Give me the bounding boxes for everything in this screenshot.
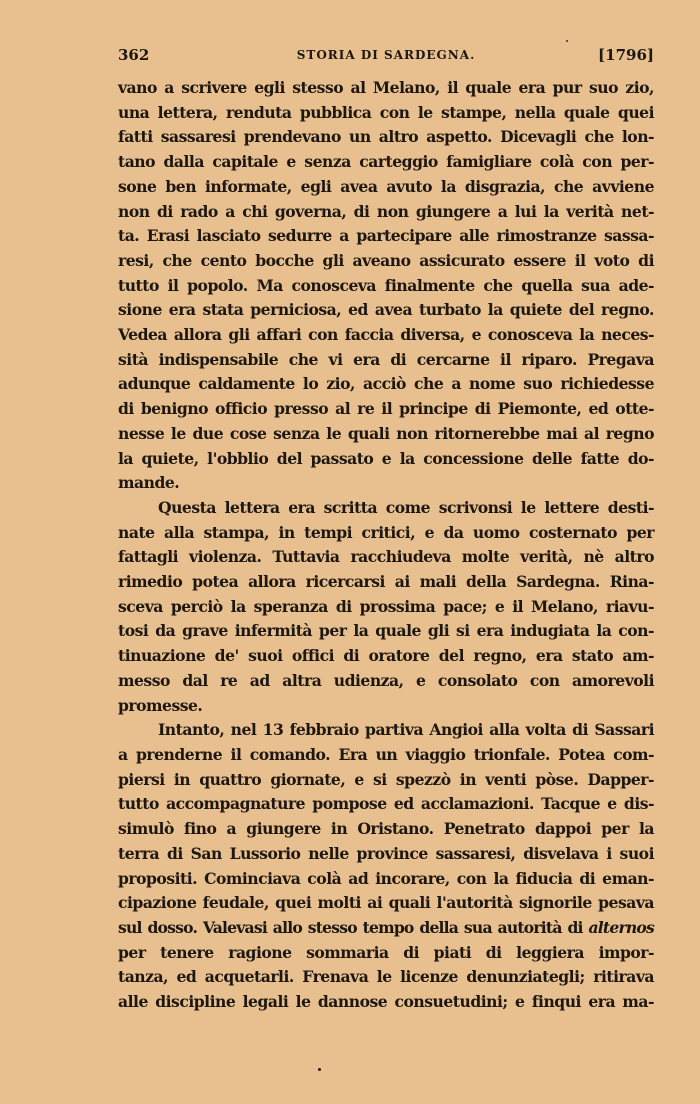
text-line: cipazione feudale, quei molti ai quali l'autorità signorile pesava xyxy=(118,893,654,913)
text-line: nesse le due cose senza le quali non ritornerebbe mai al regno xyxy=(118,423,654,443)
text-line: non di rado a chi governa, di non giungere a lui la verità net- xyxy=(118,201,654,221)
text-line: tanza, ed acquetarli. Frenava le licenze denunziategli; ritirava xyxy=(118,967,654,987)
text-line: fattagli violenza. Tuttavia racchiudeva molte verità, nè altro xyxy=(118,547,654,567)
text-line: piersi in quattro giornate, e si spezzò in venti pòse. Dapper- xyxy=(118,769,654,789)
text-line: di benigno officio presso al re il principe di Piemonte, ed otte- xyxy=(118,399,654,419)
text-line: vano a scrivere egli stesso al Melano, il quale era pur suo zio, xyxy=(118,78,654,97)
text-line: sceva perciò la speranza di prossima pace; e il Melano, riavu- xyxy=(118,596,654,616)
text-line xyxy=(118,916,654,941)
text-line: Intanto, nel 13 febbraio partiva Angioi alla volta di Sassari xyxy=(158,720,654,740)
text-line: alle discipline legali le dannose consuetudini; e finqui era ma- xyxy=(118,992,654,1012)
text-line: tosi da grave infermità per la quale gli si era indugiata la con- xyxy=(118,621,654,641)
text-line: messo dal re ad altra udienza, e consolato con amorevoli xyxy=(118,670,654,690)
text-line: resi, che cento bocche gli aveano assicurato essere il voto di xyxy=(118,250,654,270)
text-line: Questa lettera era scritta come scrivonsi le lettere desti- xyxy=(158,497,654,517)
text-line: sione era stata perniciosa, ed avea turbato la quiete del regno. xyxy=(118,300,654,320)
page-number: 362 xyxy=(118,46,150,64)
ink-speck xyxy=(566,40,568,42)
text-line: Vedea allora gli affari con faccia diversa, e conosceva la neces- xyxy=(118,325,654,345)
text-line: promesse. xyxy=(118,695,203,715)
ink-speck xyxy=(318,1068,321,1071)
text-line: simulò fino a giungere in Oristano. Penetrato dappoi per la xyxy=(118,819,654,839)
text-line: nate alla stampa, in tempi critici, e da uomo costernato per xyxy=(118,522,654,542)
running-year: [1796] xyxy=(598,46,654,64)
italic-term: alternos xyxy=(588,917,654,937)
text-line: tano dalla capitale e senza carteggio famigliare colà con per- xyxy=(118,152,654,172)
body-text xyxy=(118,76,654,1015)
text-run: sul dosso. Valevasi allo stesso tempo della sua autorità di xyxy=(118,917,589,937)
text-line: sità indispensabile che vi era di cercarne il riparo. Pregava xyxy=(118,349,654,369)
text-line: la quiete, l'obblio del passato e la concessione delle fatte do- xyxy=(118,448,654,468)
text-line: una lettera, renduta pubblica con le stampe, nella quale quei xyxy=(118,102,654,122)
text-line: per tenere ragione sommaria di piati di leggiera impor- xyxy=(118,942,654,962)
text-line: rimedio potea allora ricercarsi ai mali della Sardegna. Rina- xyxy=(118,572,654,592)
text-line: tutto accompagnature pompose ed acclamazioni. Tacque e dis- xyxy=(118,794,654,814)
text-line: ta. Erasi lasciato sedurre a partecipare alle rimostranze sassa- xyxy=(118,226,654,246)
running-header xyxy=(118,46,654,70)
text-line: propositi. Cominciava colà ad incorare, con la fiducia di eman- xyxy=(118,868,654,888)
text-line: a prenderne il comando. Era un viaggio trionfale. Potea com- xyxy=(118,744,654,764)
text-line: mande. xyxy=(118,473,180,493)
text-line: sone ben informate, egli avea avuto la disgrazia, che avviene xyxy=(118,176,654,196)
text-line: terra di San Lussorio nelle province sassaresi, disvelava i suoi xyxy=(118,843,654,863)
running-title: STORIA DI SARDEGNA. xyxy=(296,48,476,62)
text-line: adunque caldamente lo zio, acciò che a nome suo richiedesse xyxy=(118,374,654,394)
text-line: tinuazione de' suoi offici di oratore del regno, era stato am- xyxy=(118,646,654,666)
text-line: fatti sassaresi prendevano un altro aspetto. Dicevagli che lon- xyxy=(118,127,654,147)
text-line: tutto il popolo. Ma conosceva finalmente che quella sua ade- xyxy=(118,275,654,295)
book-page xyxy=(118,46,654,1015)
